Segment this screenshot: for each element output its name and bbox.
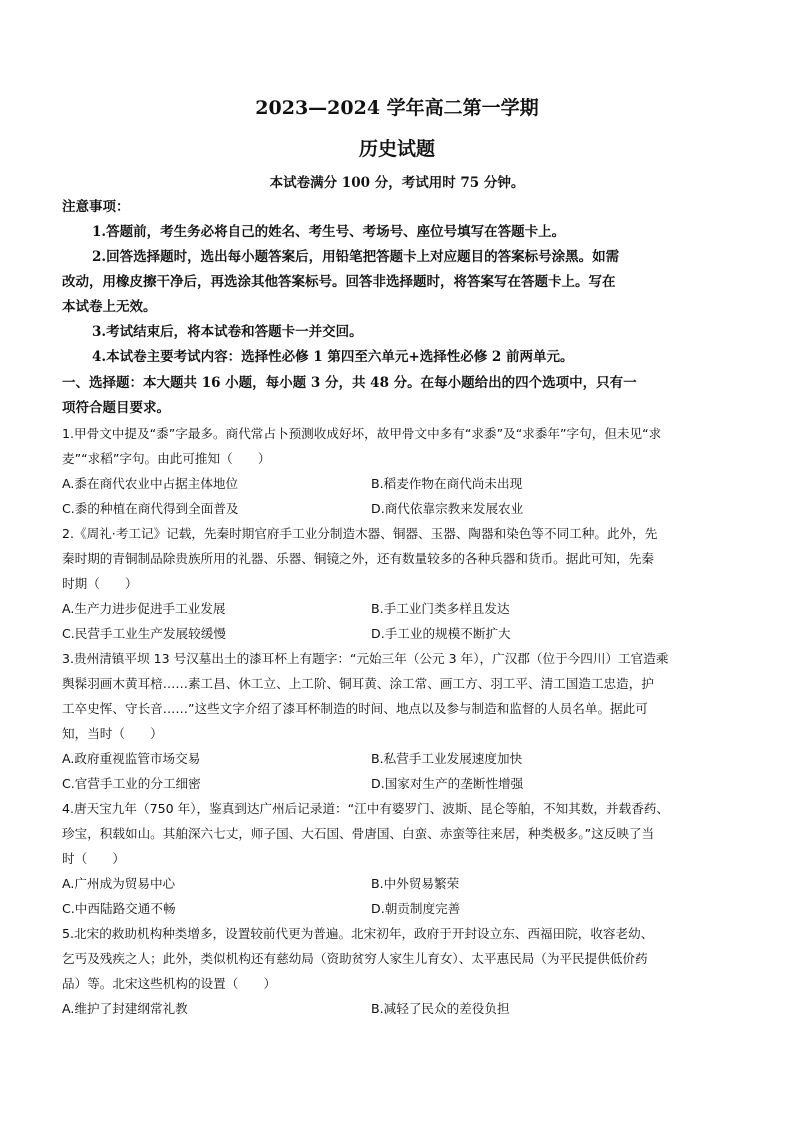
question-4-stem-line-3: 时（ ） <box>62 851 125 866</box>
question-3-stem-line-2: 舆髹羽画木黄耳棓……素工昌、休工立、上工阶、铜耳黄、涂工常、画工方、羽工平、清工国造工忠造，护 <box>62 676 654 691</box>
question-5-option-a[interactable]: A.维护了封建纲常礼教 <box>62 1001 188 1016</box>
exam-title: 2023—2024 学年高二第一学期 <box>255 97 539 119</box>
question-2-stem-line-2: 秦时期的青铜制品除贵族所用的礼器、乐器、铜镜之外，还有数量较多的各种兵器和货币。据此可知，先秦 <box>62 551 654 566</box>
note-line-3: 改动，用橡皮擦干净后，再选涂其他答案标号。回答非选择题时，将答案写在答题卡上。写在 <box>62 274 616 290</box>
question-4-stem-line-2: 珍宝，积载如山。其舶深六七丈，师子国、大石国、骨唐国、白蛮、赤蛮等往来居，种类极多。”这反映了当 <box>62 826 655 841</box>
section-heading-line-1: 一、选择题：本大题共 16 小题，每小题 3 分，共 48 分。在每小题给出的四个选项中，只有一 <box>62 375 637 391</box>
note-line-6: 4.本试卷主要考试内容：选择性必修 1 第四至六单元+选择性必修 2 前两单元。 <box>92 349 574 365</box>
note-line-2: 2.回答选择题时，选出每小题答案后，用铅笔把答题卡上对应题目的答案标号涂黑。如需 <box>92 249 620 265</box>
question-1-option-c[interactable]: C.黍的种植在商代得到全面普及 <box>62 501 239 516</box>
question-3-stem-line-3: 工卒史恽、守长音……”这些文字介绍了漆耳杯制造的时间、地点以及参与制造和监督的人员名单。据此可 <box>62 701 648 716</box>
question-2-option-c[interactable]: C.民营手工业生产发展较缓慢 <box>62 626 226 641</box>
question-3-stem-line-4: 知，当时（ ） <box>62 726 163 741</box>
question-2-option-a[interactable]: A.生产力进步促进手工业发展 <box>62 601 226 616</box>
note-line-5: 3.考试结束后，将本试卷和答题卡一并交回。 <box>92 324 363 340</box>
question-1-stem-line-1: 1.甲骨文中提及“黍”字最多。商代常占卜预测收成好坏，故甲骨文中多有“求黍”及“求黍年”字句，但未见“求 <box>62 426 662 441</box>
question-4-stem-line-1: 4.唐天宝九年（750 年），鉴真到达广州后记录道：“江中有婆罗门、波斯、昆仑等舶，不知其数，并载香药、 <box>62 801 669 816</box>
question-4-option-c[interactable]: C.中西陆路交通不畅 <box>62 901 176 916</box>
subject-title: 历史试题 <box>358 138 435 160</box>
question-5-option-b[interactable]: B.减轻了民众的差役负担 <box>371 1001 510 1016</box>
question-2-stem-line-3: 时期（ ） <box>62 576 138 591</box>
notes-heading: 注意事项： <box>62 199 130 215</box>
question-2-stem-line-1: 2.《周礼·考工记》记载，先秦时期官府手工业分制造木器、铜器、玉器、陶器和染色等不同工种。此外，先 <box>62 526 658 541</box>
question-3-option-c[interactable]: C.官营手工业的分工细密 <box>62 776 201 791</box>
question-4-option-a[interactable]: A.广州成为贸易中心 <box>62 876 176 891</box>
question-3-option-d[interactable]: D.国家对生产的垄断性增强 <box>371 776 524 791</box>
question-2-option-b[interactable]: B.手工业门类多样且发达 <box>371 601 510 616</box>
question-5-stem-line-2: 乞丐及残疾之人；此外，类似机构还有慈幼局（资助贫穷人家生儿育女）、太平惠民局（为平民提供低价药 <box>62 951 648 966</box>
question-1-stem-line-2: 麦”“求稻”字句。由此可推知（ ） <box>62 451 271 466</box>
question-3-stem-line-1: 3.贵州清镇平坝 13 号汉墓出土的漆耳杯上有题字：“元始三年（公元 3 年），广汉郡（位于今四川）工官造乘 <box>62 651 669 666</box>
question-1-option-d[interactable]: D.商代依靠宗教来发展农业 <box>371 501 524 516</box>
question-5-stem-line-1: 5.北宋的救助机构种类增多，设置较前代更为普遍。北宋初年，政府于开封设立东、西福田院，收容老幼、 <box>62 926 654 941</box>
question-4-option-d[interactable]: D.朝贡制度完善 <box>371 901 461 916</box>
question-3-option-a[interactable]: A.政府重视监管市场交易 <box>62 751 201 766</box>
question-4-option-b[interactable]: B.中外贸易繁荣 <box>371 876 460 891</box>
question-1-option-a[interactable]: A.黍在商代农业中占据主体地位 <box>62 476 239 491</box>
question-1-option-b[interactable]: B.稻麦作物在商代尚未出现 <box>371 476 523 491</box>
section-heading-line-2: 项符合题目要求。 <box>62 400 170 416</box>
question-3-option-b[interactable]: B.私营手工业发展速度加快 <box>371 751 523 766</box>
question-2-option-d[interactable]: D.手工业的规模不断扩大 <box>371 626 511 641</box>
note-line-4: 本试卷上无效。 <box>62 299 157 315</box>
note-line-1: 1.答题前，考生务必将自己的姓名、考生号、考场号、座位号填写在答题卡上。 <box>92 224 566 240</box>
exam-info: 本试卷满分 100 分，考试用时 75 分钟。 <box>269 175 525 191</box>
question-5-stem-line-3: 品）等。北宋这些机构的设置（ ） <box>62 976 277 991</box>
